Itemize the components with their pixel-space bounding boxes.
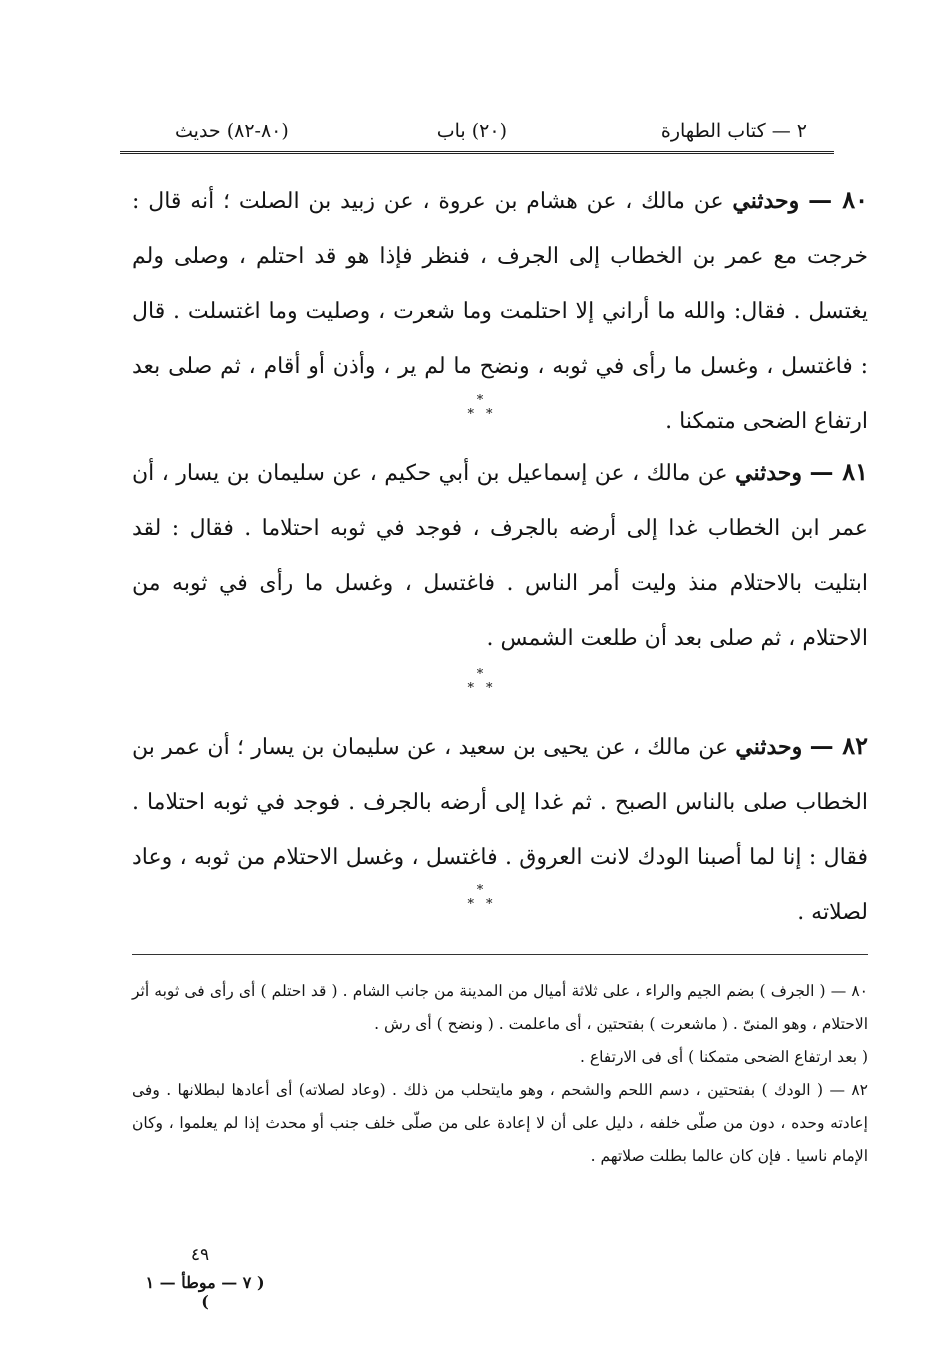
hadith-text: عن مالك ، عن إسماعيل بن أبي حكيم ، عن سليمان بن يسار ، أن عمر ابن الخطاب غدا إلى أرضه بالجرف ، فوجد في ثوبه احتلاما . فقال : لقد ابتليت بالاحتلام منذ وليت أمر الناس . فاغتسل ، وغسل ما رأى في ثوبه من الاحتلام ، ثم صلى بعد أن طلعت الشمس . bbox=[132, 461, 868, 651]
footnote-82: ٨٢ — ( الودك ) بفتحتين ، دسم اللحم والشحم ، وهو مايتحلب من ذلك . (وعاد لصلاته) أى أعادها لبطلانها . وفى إعادته وحده ، دون من صلّى خلفه ، دليل على أن لا إعادة على من صلّى خلف جنب أو محدث إذا لم يعلموا ، وكان الإمام ناسيا . فإن كان عالما بطلت صلاتهم . bbox=[132, 1081, 868, 1165]
hadith-number: ٨٢ — bbox=[809, 731, 868, 760]
header-hadith-range: (٨٠-٨٢) حديث bbox=[175, 120, 289, 142]
printer-signature: ( ٧ — موطأ — ١ ) bbox=[145, 1273, 265, 1311]
hadith-text: عن مالك ، عن هشام بن عروة ، عن زبيد بن الصلت ؛ أنه قال : خرجت مع عمر بن الخطاب إلى الجرف ، فنظر فإذا هو قد احتلم ، وصلى ولم يغتسل . فقال: والله ما أراني إلا احتلمت وما شعرت ، وصليت وما اغتسلت . قال : فاغتسل ، وغسل ما رأى في ثوبه ، ونضح ما لم ير ، وأذن أو أقام ، ثم صلى بعد ارتفاع الضحى متمكنا . bbox=[132, 189, 868, 434]
separator-star-pair: ** bbox=[467, 407, 505, 422]
running-header bbox=[120, 112, 827, 152]
separator-star-pair: ** bbox=[467, 681, 505, 696]
footnote-rule bbox=[132, 954, 868, 955]
hadith-intro: وحدثني bbox=[735, 734, 803, 760]
footnotes bbox=[132, 975, 868, 1173]
header-chapter: (٢٠) باب bbox=[436, 120, 507, 142]
separator-star-top: * bbox=[476, 393, 484, 408]
hadith-number: ٨١ — bbox=[809, 457, 869, 486]
separator-star-top: * bbox=[476, 883, 484, 898]
hadith-81 bbox=[132, 444, 868, 666]
hadith-text: عن مالك ، عن يحيى بن سعيد ، عن سليمان بن يسار ؛ أن عمر بن الخطاب صلى بالناس الصبح . ثم غدا إلى أرضه بالجرف . فوجد في ثوبه احتلاما . فقال : إنا لما أصبنا الودك لانت العروق . فاغتسل ، وغسل الاحتلام من ثوبه ، وعاد لصلاته . bbox=[132, 735, 868, 925]
header-rule bbox=[120, 151, 834, 154]
footnote-80-continued: ( بعد ارتفاع الضحى متمكنا ) أى فى الارتفاع . bbox=[579, 1048, 868, 1066]
separator-stars bbox=[450, 884, 510, 912]
header-book-title: ٢ — كتاب الطهارة bbox=[660, 120, 807, 142]
footnote-80: ٨٠ — ( الجرف ) بضم الجيم والراء ، على ثلاثة أميال من المدينة من جانب الشام . ( قد احتلم ) أى رأى فى ثوبه أثر الاحتلام ، وهو المنىّ . ( ماشعرت ) بفتحتين ، أى ماعلمت . ( ونضح ) أى رش . bbox=[132, 982, 868, 1033]
hadith-intro: وحدثني bbox=[735, 460, 802, 486]
separator-star-pair: ** bbox=[467, 897, 505, 912]
page-number: ٤٩ bbox=[190, 1245, 210, 1265]
hadith-number: ٨٠ — bbox=[808, 185, 869, 214]
separator-stars bbox=[450, 394, 510, 422]
separator-stars bbox=[450, 668, 510, 696]
hadith-intro: وحدثني bbox=[732, 188, 800, 214]
separator-star-top: * bbox=[476, 667, 484, 682]
